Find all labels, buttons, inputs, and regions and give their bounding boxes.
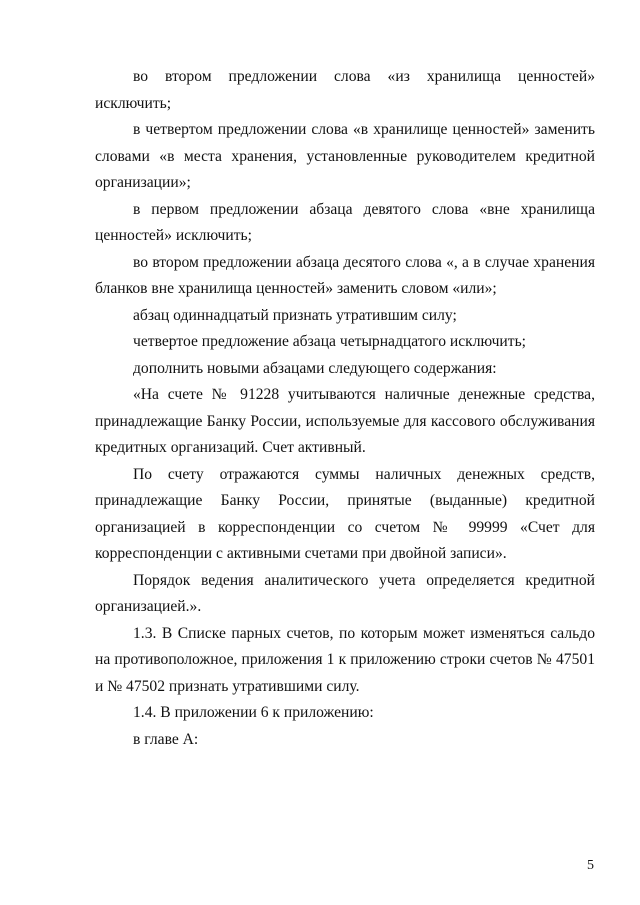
paragraph: в четвертом предложении слова «в хранилище ценностей» заменить словами «в места хранения, установленные руководителем кредитной организации»; — [95, 121, 595, 191]
paragraph: во втором предложении слова «из хранилища ценностей» исключить; — [95, 68, 595, 112]
paragraph: в первом предложении абзаца девятого слова «вне хранилища ценностей» исключить; — [95, 200, 595, 244]
document-body — [95, 64, 595, 753]
paragraph: По счету отражаются суммы наличных денежных средств, принадлежащие Банку России, принятые (выданные) кредитной организацией в корреспонденции со счетом № 99999 «Счет для корреспонденции с активными счетами при двойной записи». — [95, 465, 595, 562]
paragraph: абзац одиннадцатый признать утратившим силу; — [133, 306, 457, 324]
paragraph: Порядок ведения аналитического учета определяется кредитной организацией.». — [95, 571, 595, 615]
paragraph: во втором предложении абзаца десятого слова «, а в случае хранения бланков вне хранилища ценностей» заменить словом «или»; — [95, 253, 595, 297]
paragraph: «На счете № 91228 учитываются наличные денежные средства, принадлежащие Банку России, используемые для кассового обслуживания кредитных организаций. Счет активный. — [95, 386, 595, 456]
paragraph: в главе А: — [133, 730, 199, 748]
paragraph: четвертое предложение абзаца четырнадцатого исключить; — [133, 333, 527, 350]
page-number: 5 — [587, 858, 594, 873]
paragraph: 1.3. В Списке парных счетов, по которым может изменяться сальдо на противоположное, приложения 1 к приложению строки счетов № 47501 и № 47502 признать утратившими силу. — [95, 624, 595, 695]
paragraph: дополнить новыми абзацами следующего содержания: — [133, 359, 497, 377]
paragraph: 1.4. В приложении 6 к приложению: — [133, 704, 374, 721]
